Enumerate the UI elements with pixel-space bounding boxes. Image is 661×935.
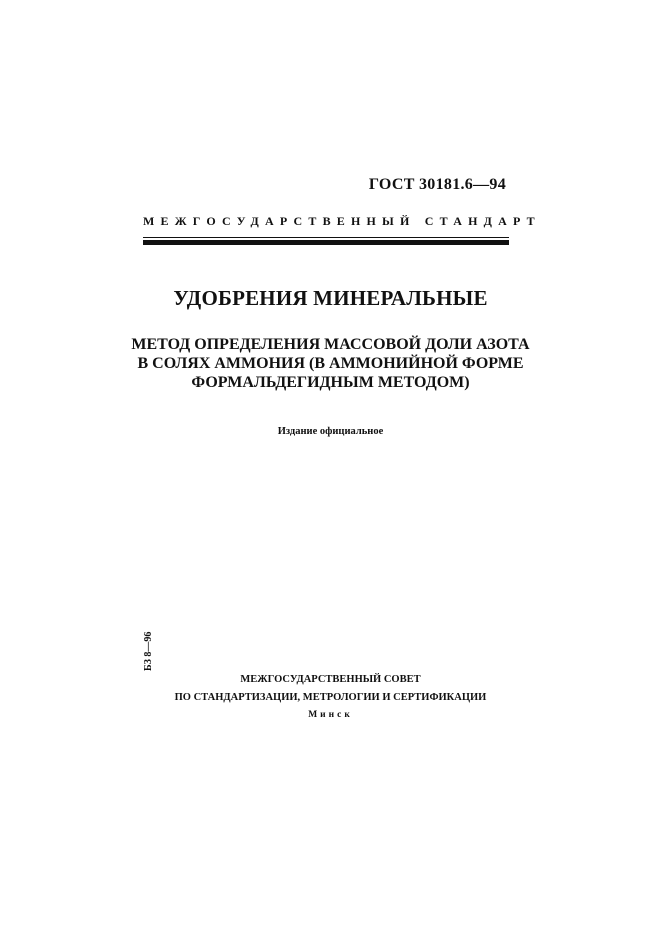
edition-note: Издание официальное xyxy=(277,426,384,437)
standard-type-label: МЕЖГОСУДАРСТВЕННЫЙ СТАНДАРТ xyxy=(143,214,541,228)
side-code: БЗ 8—96 xyxy=(143,631,154,671)
document-title: УДОБРЕНИЯ МИНЕРАЛЬНЫЕ xyxy=(173,286,488,310)
subtitle-line: ФОРМАЛЬДЕГИДНЫМ МЕТОДОМ) xyxy=(191,374,470,391)
subtitle-line: В СОЛЯХ АММОНИЯ (В АММОНИЙНОЙ ФОРМЕ xyxy=(137,355,524,372)
gost-number: ГОСТ 30181.6—94 xyxy=(368,176,506,193)
publisher-line: ПО СТАНДАРТИЗАЦИИ, МЕТРОЛОГИИ И СЕРТИФИКАЦИИ xyxy=(174,692,487,703)
subtitle-line: МЕТОД ОПРЕДЕЛЕНИЯ МАССОВОЙ ДОЛИ АЗОТА xyxy=(131,336,530,353)
publisher-line: МЕЖГОСУДАРСТВЕННЫЙ СОВЕТ xyxy=(240,674,421,685)
header-rule xyxy=(143,237,509,245)
publisher-city: Минск xyxy=(308,710,353,720)
document-subtitle xyxy=(0,335,661,392)
publisher-block xyxy=(0,671,661,723)
